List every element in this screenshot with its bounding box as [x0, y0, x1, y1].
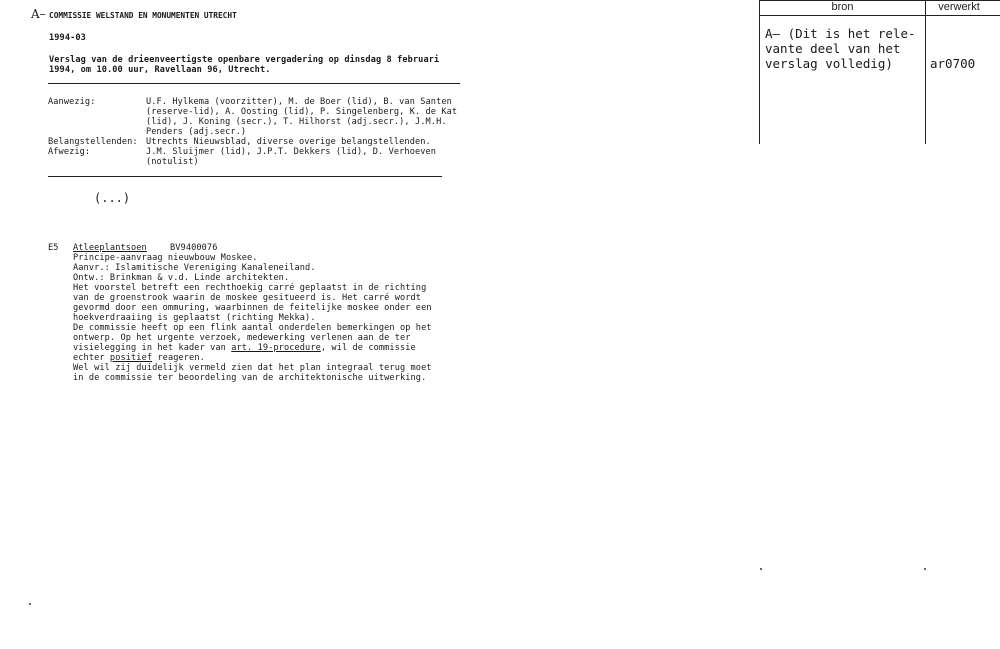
meeting-line-2: 1994, om 10.00 uur, Ravellaan 96, Utrecht. — [49, 65, 271, 75]
bron-line: A– (Dit is het rele- — [765, 26, 916, 41]
item-location: Atleeplantsoen — [73, 243, 147, 253]
header-verwerkt: verwerkt — [938, 1, 980, 13]
body-line: Wel wil zij duidelijk vermeld zien dat het plan integraal terug moet — [73, 363, 432, 373]
body-text: visielegging in het kader van — [73, 343, 232, 353]
divider-bottom — [48, 176, 442, 177]
absent-list — [146, 147, 436, 167]
body-line: gevormd door een ommuring, waarbinnen de feitelijke moskee onder een — [73, 303, 432, 313]
body-line: hoekverdraaiing is geplaatst (richting Mekka). — [73, 313, 316, 323]
body-text: reageren. — [152, 353, 205, 363]
positive-emphasis: positief — [109, 353, 153, 363]
ellipsis: (...) — [94, 191, 131, 205]
body-line: Ontw.: Brinkman & v.d. Linde architekten. — [73, 273, 290, 283]
present-line: (lid), J. Koning (secr.), T. Hilhorst (adj.secr.), J.M.H. — [146, 117, 447, 127]
section-marker: A– — [31, 7, 46, 21]
report-number: 1994-03 — [49, 33, 86, 43]
item-code: E5 — [48, 243, 59, 253]
org-title: COMMISSIE WELSTAND EN MONUMENTEN UTRECHT — [49, 11, 237, 20]
procedure-reference: art. 19-procedure — [231, 343, 321, 353]
bron-line: verslag volledig) — [765, 56, 893, 71]
present-label: Aanwezig: — [48, 97, 96, 107]
stakeholders-line: Utrechts Nieuwsblad, diverse overige belangstellenden. — [146, 137, 431, 147]
body-line: van de groenstrook waarin de moskee gesitueerd is. Het carré wordt — [73, 293, 422, 303]
absent-line: J.M. Sluijmer (lid), J.P.T. Dekkers (lid), D. Verhoeven — [146, 147, 437, 157]
body-line: Aanvr.: Islamitische Vereniging Kanaleneiland. — [73, 263, 316, 273]
body-line — [73, 343, 432, 353]
body-line — [73, 353, 432, 363]
present-line: U.F. Hylkema (voorzitter), M. de Boer (lid), B. van Santen — [146, 97, 452, 107]
body-text: echter — [73, 353, 110, 363]
body-line: in de commissie ter beoordeling van de architektonische uitwerking. — [73, 373, 427, 383]
divider-top — [48, 83, 460, 84]
body-line: De commissie heeft op een flink aantal onderdelen bemerkingen op het — [73, 323, 432, 333]
body-line: Principe-aanvraag nieuwbouw Moskee. — [73, 253, 258, 263]
meeting-line-1: Verslag van de drieenveertigste openbare vergadering op dinsdag 8 februari — [49, 55, 440, 65]
item-body — [73, 253, 432, 383]
table-header-border — [760, 15, 1000, 16]
absent-label: Afwezig: — [48, 147, 91, 157]
absent-line: (notulist) — [146, 157, 199, 167]
present-list — [146, 97, 457, 137]
scan-speck — [760, 568, 762, 570]
item-file-number: BV9400076 — [170, 243, 218, 253]
verwerkt-cell: ar0700 — [930, 56, 976, 71]
body-line: ontwerp. Op het urgente verzoek, medewerking verlenen aan de ter — [73, 333, 411, 343]
scan-speck — [29, 603, 31, 605]
present-line: (reserve-lid), A. Oosting (lid), P. Singelenberg, K. de Kat — [146, 107, 458, 117]
bron-cell — [765, 26, 916, 71]
table-left-border — [759, 0, 760, 144]
body-line: Het voorstel betreft een rechthoekig carré geplaatst in de richting — [73, 283, 427, 293]
body-text: , wil de commissie — [320, 343, 416, 353]
scan-speck — [924, 568, 926, 570]
stakeholders-label: Belangstellenden: — [48, 137, 138, 147]
bron-line: vante deel van het — [765, 41, 901, 56]
table-column-divider — [925, 0, 926, 144]
present-line: Penders (adj.secr.) — [146, 127, 247, 137]
header-bron: bron — [831, 1, 854, 13]
